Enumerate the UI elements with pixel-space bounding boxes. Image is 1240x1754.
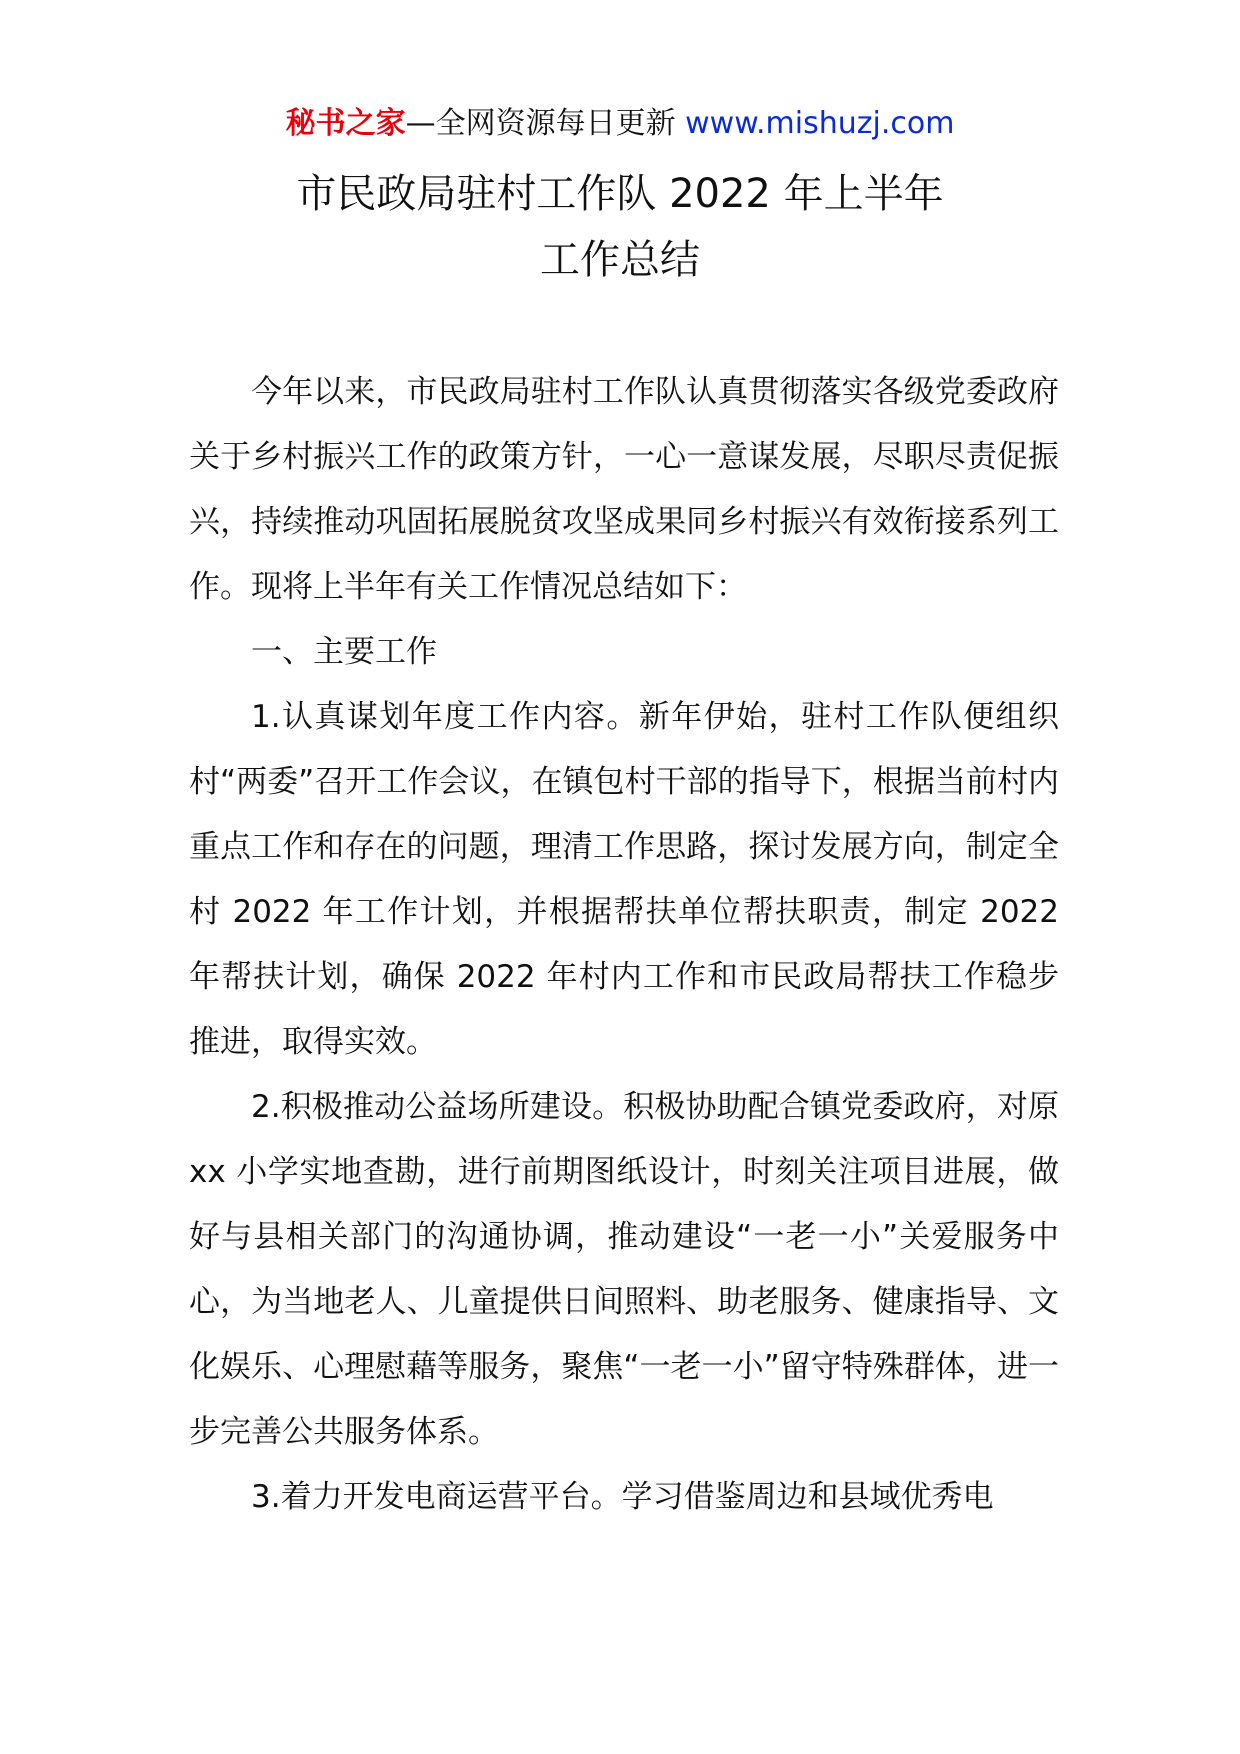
document-title-line-2: 工作总结 [540,237,700,283]
watermark-header [0,104,1240,144]
section-heading: 一、主要工作 [251,634,437,670]
intro-paragraph: 今年以来，市民政局驻村工作队认真贯彻落实各级党委政府关于乡村振兴工作的政策方针，一心一意谋发展，尽职尽责促振兴，持续推动巩固拓展脱贫攻坚成果同乡村振兴有效衔接系列工作。现将上半年有关工作情况总结如下： [189,374,1059,605]
brand-tagline: —全网资源每日更新 [405,106,686,141]
site-url: www.mishuzj.com [685,106,955,141]
document-title-line-1: 市民政局驻村工作队 2022 年上半年 [296,171,944,217]
body-paragraph: 3.着力开发电商运营平台。学习借鉴周边和县域优秀电 [251,1479,994,1515]
body-paragraph: 1.认真谋划年度工作内容。新年伊始，驻村工作队便组织村“两委”召开工作会议，在镇包村干部的指导下，根据当前村内重点工作和存在的问题，理清工作思路，探讨发展方向，制定全村 2022 年工作计划，并根据帮扶单位帮扶职责，制定 2022 年帮扶计划，确保 2022 年村内工作和市民政局帮扶工作稳步推进，取得实效。 [189,699,1059,1060]
brand-name: 秘书之家 [285,106,406,141]
document-body [189,360,1059,1530]
body-paragraph: 2.积极推动公益场所建设。积极协助配合镇党委政府，对原 xx 小学实地查勘，进行前期图纸设计，时刻关注项目进展，做好与县相关部门的沟通协调，推动建设“一老一小”关爱服务中心，为当地老人、儿童提供日间照料、助老服务、健康指导、文化娱乐、心理慰藉等服务，聚焦“一老一小”留守特殊群体，进一步完善公共服务体系。 [189,1089,1059,1450]
